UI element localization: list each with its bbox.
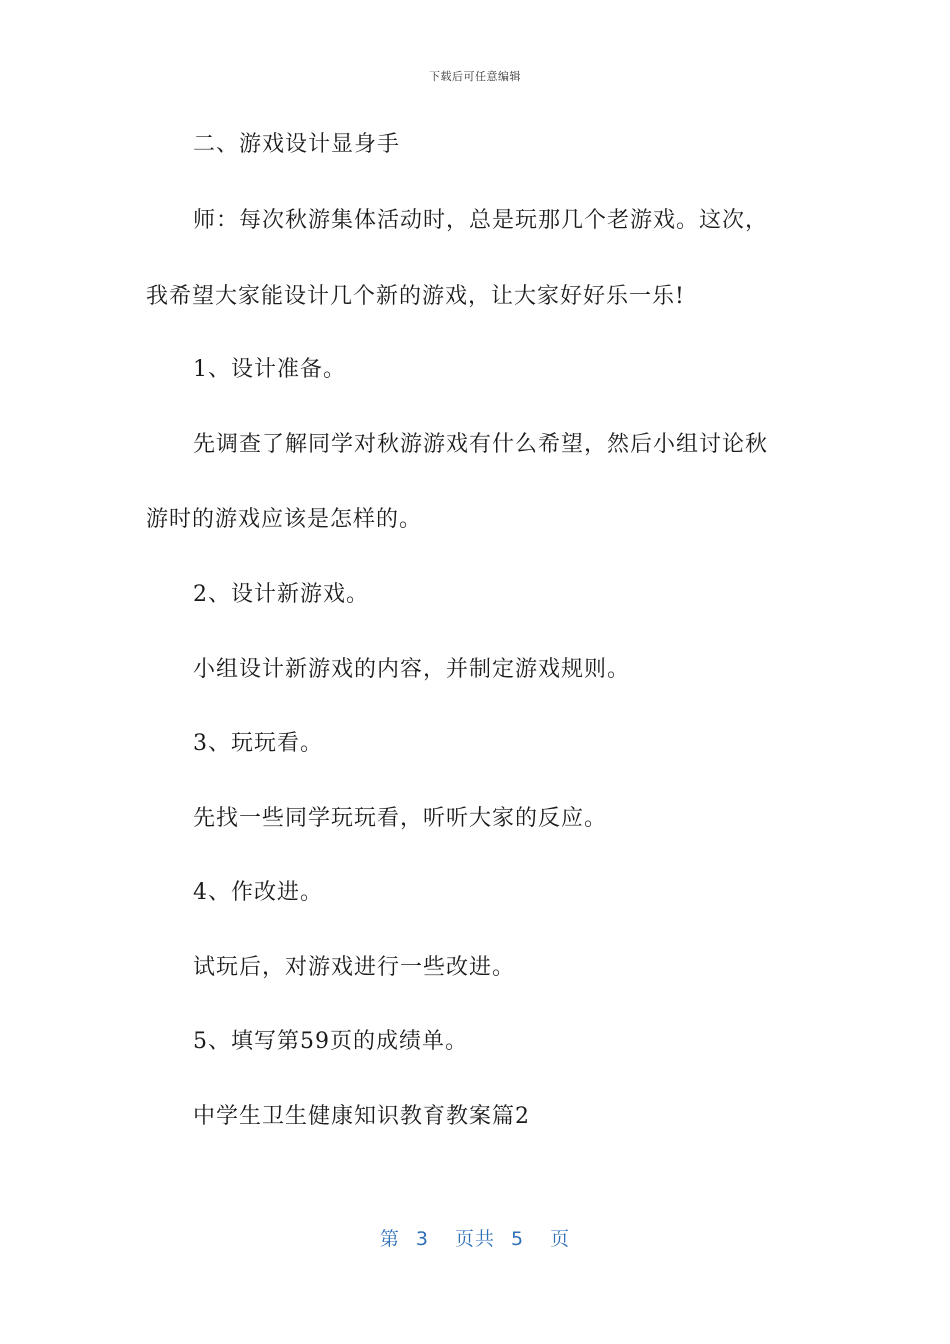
total-pages-number: 5 (511, 1228, 525, 1250)
page-prefix: 第 (379, 1228, 400, 1250)
page-middle-text: 页共 (454, 1228, 495, 1250)
lesson-plan-title: 中学生卫生健康知识教育教案篇2 (193, 1104, 530, 1129)
paragraph-line: 先找一些同学玩玩看，听听大家的反应。 (193, 806, 608, 831)
download-note: 下载后可任意编辑 (429, 70, 521, 83)
paragraph-line: 游时的游戏应该是怎样的。 (146, 507, 423, 532)
paragraph-line: 试玩后，对游戏进行一些改进。 (193, 955, 516, 980)
step-heading: 1、设计准备。 (193, 357, 346, 382)
paragraph-line: 我希望大家能设计几个新的游戏，让大家好好乐一乐! (146, 284, 685, 309)
page-number-footer (0, 1226, 950, 1252)
paragraph-line: 师：每次秋游集体活动时，总是玩那几个老游戏。这次， (193, 208, 769, 233)
paragraph-line: 小组设计新游戏的内容，并制定游戏规则。 (193, 657, 631, 682)
page-suffix: 页 (550, 1228, 571, 1250)
section-heading: 二、游戏设计显身手 (193, 132, 401, 157)
step-heading: 2、设计新游戏。 (193, 582, 369, 607)
step-heading: 5、填写第59页的成绩单。 (193, 1029, 468, 1054)
step-heading: 4、作改进。 (193, 880, 323, 905)
current-page-number: 3 (415, 1228, 429, 1250)
paragraph-line: 先调查了解同学对秋游游戏有什么希望，然后小组讨论秋 (193, 432, 769, 457)
step-heading: 3、玩玩看。 (193, 731, 323, 756)
